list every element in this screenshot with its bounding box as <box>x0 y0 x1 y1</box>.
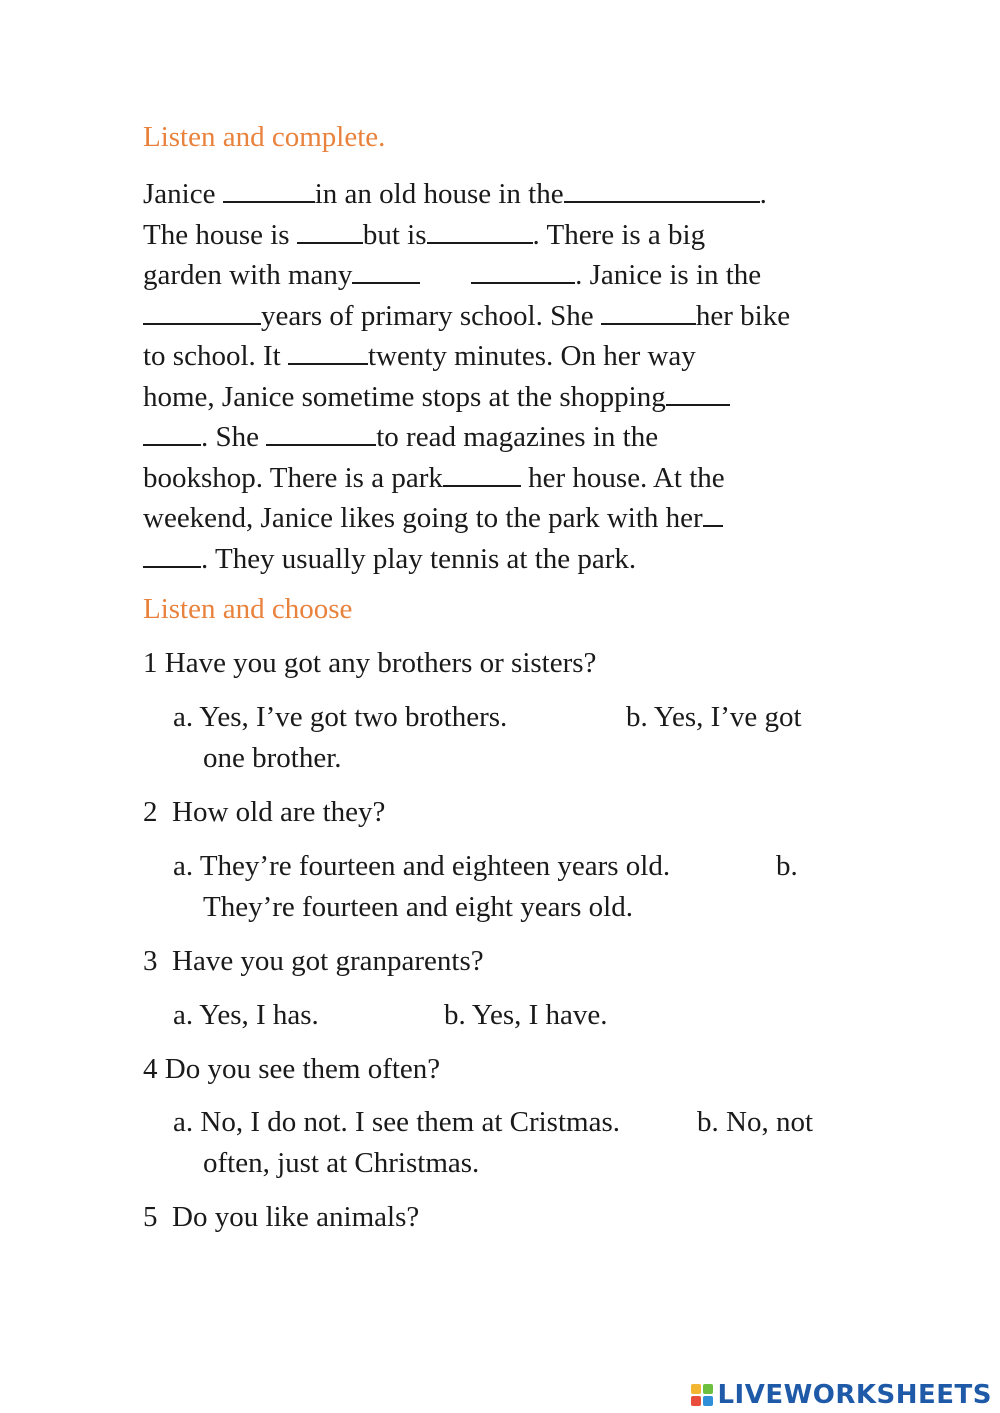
blank-2[interactable] <box>564 177 760 203</box>
option-4b[interactable]: b. No, not <box>697 1106 813 1138</box>
passage-line: . She to read magazines in the <box>143 417 883 458</box>
blank-10b[interactable] <box>143 420 201 446</box>
question-2: 2 How old are they? <box>143 796 386 828</box>
blank-7[interactable] <box>143 299 261 325</box>
passage-line: The house is but is . There is a big <box>143 218 706 251</box>
blank-11[interactable] <box>266 420 376 446</box>
passage-line: . They usually play tennis at the park. <box>143 539 883 580</box>
blank-9[interactable] <box>288 339 368 365</box>
section-title-complete: Listen and complete. <box>143 121 386 153</box>
option-1b-cont[interactable]: one brother. <box>203 742 342 774</box>
blank-12[interactable] <box>443 461 521 487</box>
logo-text: LIVEWORKSHEETS <box>717 1380 992 1410</box>
option-3b[interactable]: b. Yes, I have. <box>444 999 608 1031</box>
blank-3[interactable] <box>297 218 363 244</box>
option-1b[interactable]: b. Yes, I’ve got <box>626 701 802 733</box>
cloze-passage <box>143 174 883 579</box>
passage-line: years of primary school. She her bike <box>143 296 883 337</box>
section-title-choose: Listen and choose <box>143 593 353 625</box>
option-2b-cont[interactable]: They’re fourteen and eight years old. <box>203 891 633 923</box>
passage-line: to school. It twenty minutes. On her way <box>143 340 696 372</box>
option-1a[interactable]: a. Yes, I’ve got two brothers. <box>173 701 508 733</box>
option-2a[interactable]: a. They’re fourteen and eighteen years old. <box>173 850 671 882</box>
blank-13b[interactable] <box>143 542 201 568</box>
passage-line: garden with many . Janice is in the <box>143 259 762 291</box>
liveworksheets-logo[interactable] <box>691 1379 992 1411</box>
blank-6[interactable] <box>471 258 575 284</box>
logo-mark-icon <box>691 1384 713 1406</box>
blank-1[interactable] <box>223 177 315 203</box>
passage-line: Janice in an old house in the . <box>143 178 767 210</box>
passage-line: bookshop. There is a park her house. At the <box>143 461 725 494</box>
question-1: 1 Have you got any brothers or sisters? <box>143 647 597 679</box>
question-4: 4 Do you see them often? <box>143 1053 441 1085</box>
blank-4[interactable] <box>427 218 533 244</box>
option-4b-cont[interactable]: often, just at Christmas. <box>203 1147 480 1179</box>
blank-8[interactable] <box>601 299 696 325</box>
question-5: 5 Do you like animals? <box>143 1201 420 1233</box>
passage-line: home, Janice sometime stops at the shopping <box>143 377 883 418</box>
blank-10a[interactable] <box>666 380 730 406</box>
option-4a[interactable]: a. No, I do not. I see them at Cristmas. <box>173 1106 620 1138</box>
option-2b[interactable]: b. <box>776 850 798 882</box>
passage-line: weekend, Janice likes going to the park with her <box>143 498 883 539</box>
blank-5[interactable] <box>352 258 420 284</box>
blank-13a[interactable] <box>703 501 723 527</box>
question-3: 3 Have you got granparents? <box>143 945 484 977</box>
option-3a[interactable]: a. Yes, I has. <box>173 999 319 1031</box>
